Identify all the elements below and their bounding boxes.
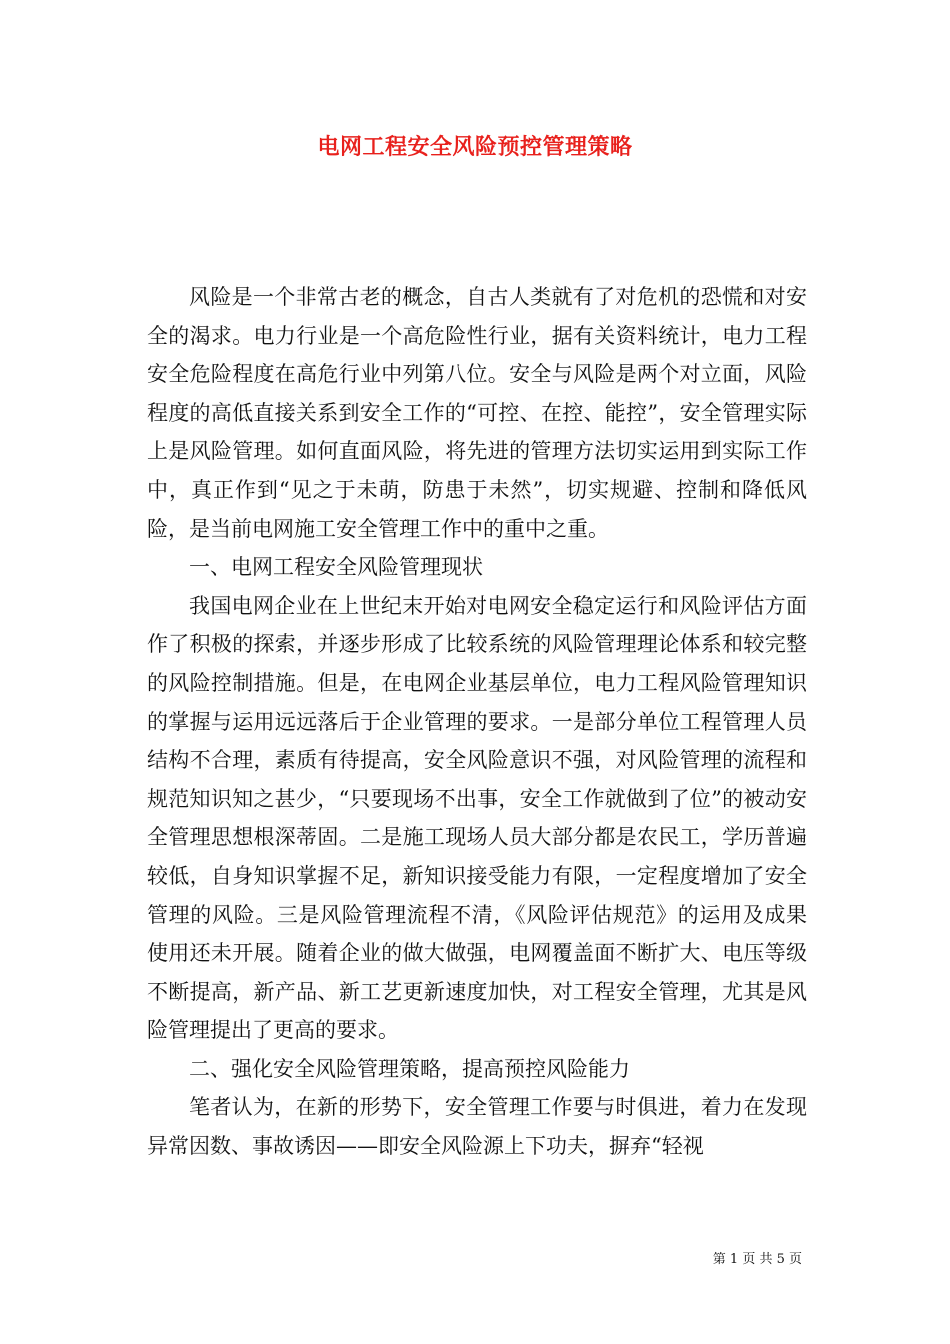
- paragraph-status: 我国电网企业在上世纪末开始对电网安全稳定运行和风险评估方面作了积极的探索，并逐步形成了比较系统的风险管理理论体系和较完整的风险控制措施。但是，在电网企业基层单位，电力工程风险管理知识的掌握与运用远远落后于企业管理的要求。一是部分单位工程管理人员结构不合理，素质有待提高，安全风险意识不强，对风险管理的流程和规范知识知之甚少，“只要现场不出事，安全工作就做到了位”的被动安全管理思想根深蒂固。二是施工现场人员大部分都是农民工，学历普遍较低，自身知识掌握不足，新知识接受能力有限，一定程度增加了安全管理的风险。三是风险管理流程不清，《风险评估规范》的运用及成果使用还未开展。随着企业的做大做强，电网覆盖面不断扩大、电压等级不断提高，新产品、新工艺更新速度加快，对工程安全管理，尤其是风险管理提出了更高的要求。: [147, 593, 807, 1043]
- document-body: [147, 278, 807, 1166]
- page-number: 第 1 页 共 5 页: [712, 1252, 802, 1267]
- paragraph-strategy: 笔者认为，在新的形势下，安全管理工作要与时俱进，着力在发现异常因数、事故诱因——即安全风险源上下功夫，摒弃“轻视: [147, 1095, 807, 1159]
- section-heading-1: 一、电网工程安全风险管理现状: [189, 555, 483, 580]
- paragraph-intro: 风险是一个非常古老的概念，自古人类就有了对危机的恐慌和对安全的渴求。电力行业是一个高危险性行业，据有关资料统计，电力工程安全危险程度在高危行业中列第八位。安全与风险是两个对立面，风险程度的高低直接关系到安全工作的“可控、在控、能控”，安全管理实际上是风险管理。如何直面风险，将先进的管理方法切实运用到实际工作中，真正作到“见之于未萌，防患于未然”，切实规避、控制和降低风险，是当前电网施工安全管理工作中的重中之重。: [147, 285, 807, 541]
- section-heading-2: 二、强化安全风险管理策略，提高预控风险能力: [189, 1056, 630, 1081]
- document-title: 电网工程安全风险预控管理策略: [317, 134, 633, 160]
